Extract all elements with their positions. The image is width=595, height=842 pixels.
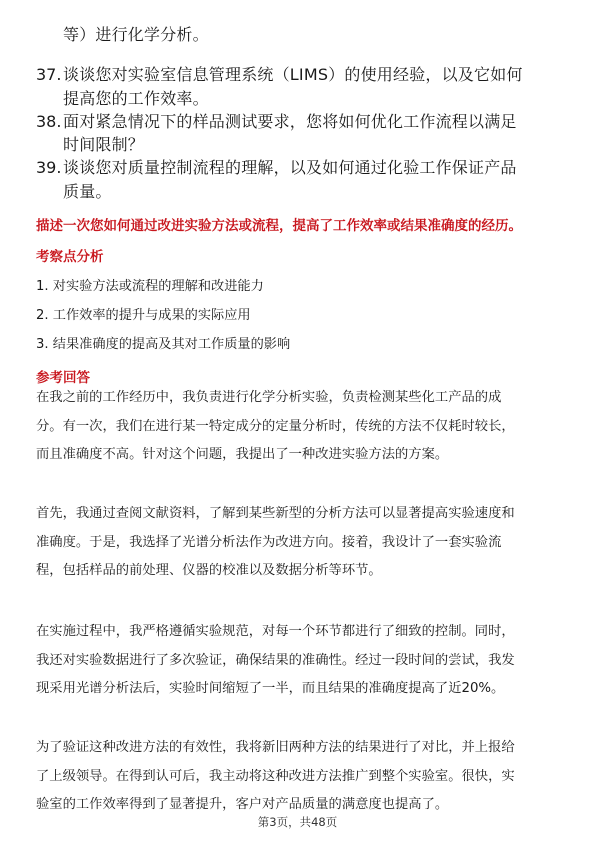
answer-heading: 参考回答 bbox=[36, 370, 90, 386]
question-text: 时间限制？ bbox=[63, 135, 145, 154]
analysis-item: 3. 结果准确度的提高及其对工作质量的影响 bbox=[36, 337, 291, 352]
answer-paragraph bbox=[36, 734, 562, 820]
answer-paragraph bbox=[36, 618, 562, 704]
question-continuation: 等）进行化学分析。 bbox=[63, 25, 209, 44]
paragraph-line: 程，包括样品的前处理、仪器的校准以及数据分析等环节。 bbox=[36, 563, 382, 578]
question-text: 质量。 bbox=[63, 182, 112, 201]
paragraph-line: 验室的工作效率得到了显著提升，客户对产品质量的满意度也提高了。 bbox=[36, 797, 449, 812]
paragraph-line: 现采用光谱分析法后，实验时间缩短了一半，而且结果的准确度提高了近20%。 bbox=[36, 681, 505, 696]
paragraph-line: 分。有一次，我们在进行某一特定成分的定量分析时，传统的方法不仅耗时较长， bbox=[36, 418, 515, 434]
paragraph-line: 为了验证这种改进方法的有效性，我将新旧两种方法的结果进行了对比，并上报给 bbox=[36, 740, 515, 755]
question-text: 谈谈您对实验室信息管理系统（LIMS）的使用经验，以及它如何 bbox=[63, 65, 523, 84]
page-footer: 第3页，共48页 bbox=[257, 815, 338, 829]
question-text: 谈谈您对质量控制流程的理解，以及如何通过化验工作保证产品 bbox=[63, 158, 517, 177]
question-text: 面对紧急情况下的样品测试要求，您将如何优化工作流程以满足 bbox=[63, 112, 517, 131]
paragraph-line: 而且准确度不高。针对这个问题，我提出了一种改进实验方法的方案。 bbox=[36, 447, 449, 462]
question-number: 38. bbox=[36, 112, 62, 131]
paragraph-line: 在实施过程中，我严格遵循实验规范，对每一个环节都进行了细致的控制。同时， bbox=[36, 624, 515, 639]
analysis-item: 1. 对实验方法或流程的理解和改进能力 bbox=[36, 279, 264, 294]
question-text: 提高您的工作效率。 bbox=[63, 89, 209, 108]
paragraph-line: 在我之前的工作经历中，我负责进行化学分析实验，负责检测某些化工产品的成 bbox=[36, 390, 502, 405]
answer-paragraph bbox=[36, 500, 562, 586]
analysis-heading: 考察点分析 bbox=[36, 249, 104, 265]
answer-paragraph bbox=[36, 384, 562, 470]
question-number: 39. bbox=[36, 158, 62, 177]
paragraph-line: 准确度。于是，我选择了光谱分析法作为改进方向。接着，我设计了一套实验流 bbox=[36, 534, 502, 550]
analysis-item: 2. 工作效率的提升与成果的实际应用 bbox=[36, 308, 251, 323]
featured-question: 描述一次您如何通过改进实验方法或流程，提高了工作效率或结果准确度的经历。 bbox=[36, 218, 522, 234]
paragraph-line: 了上级领导。在得到认可后，我主动将这种改进方法推广到整个实验室。很快，实 bbox=[36, 768, 515, 784]
question-number: 37. bbox=[36, 65, 62, 84]
paragraph-line: 首先，我通过查阅文献资料，了解到某些新型的分析方法可以显著提高实验速度和 bbox=[36, 506, 515, 521]
paragraph-line: 我还对实验数据进行了多次验证，确保结果的准确性。经过一段时间的尝试，我发 bbox=[36, 652, 515, 668]
